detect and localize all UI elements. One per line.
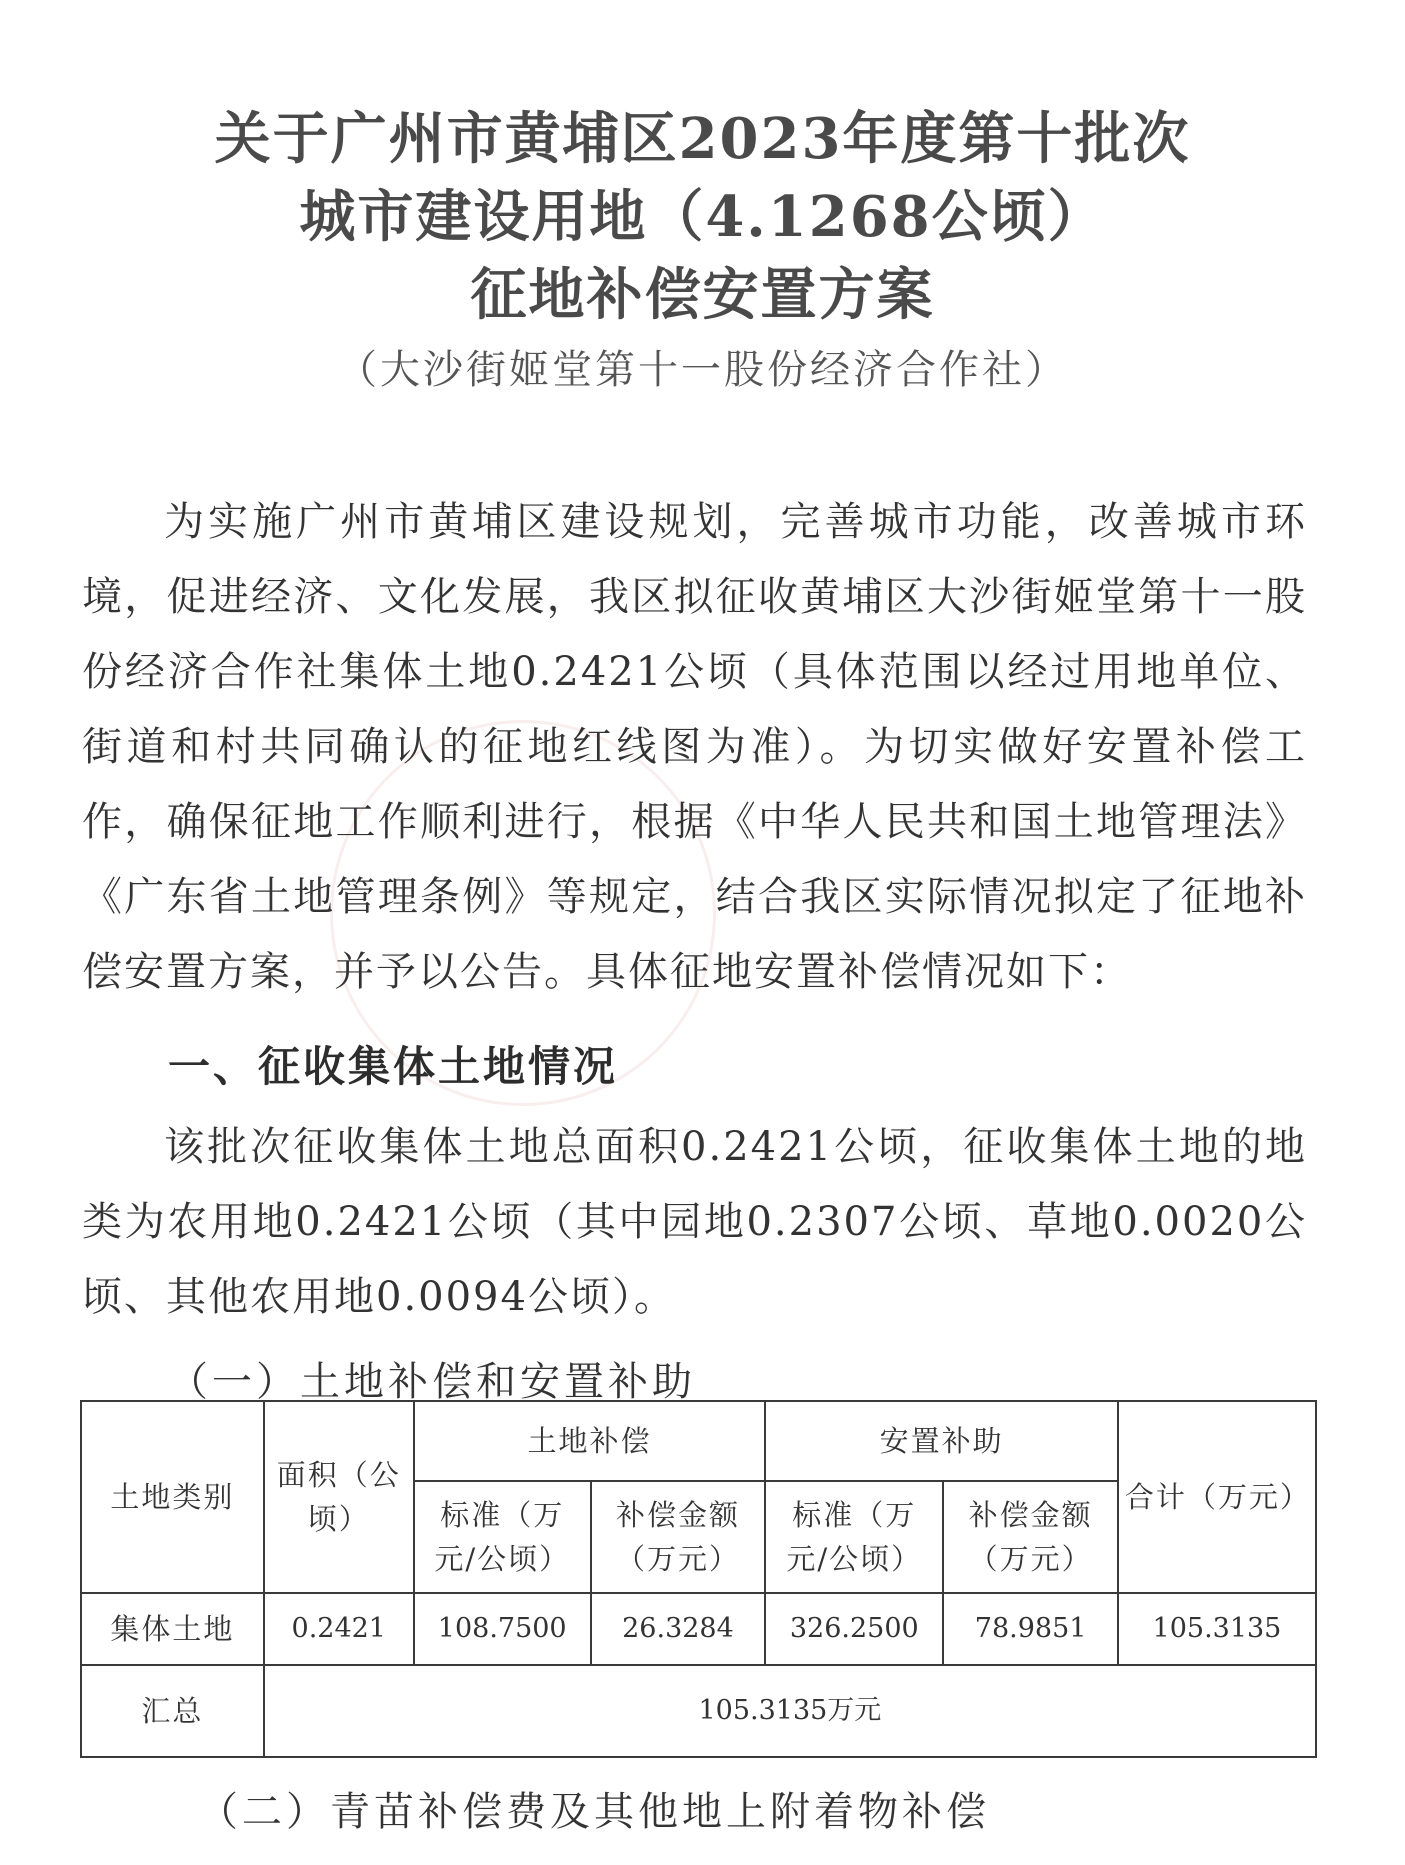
cell-resettle-standard: 326.2500: [765, 1593, 943, 1665]
cell-area: 0.2421: [264, 1593, 414, 1665]
table-row: [81, 1593, 1316, 1665]
subsection-1-heading: （一）土地补偿和安置补助: [168, 1359, 696, 1405]
cell-total: 105.3135: [1118, 1593, 1316, 1665]
title-line-3: 征地补偿安置方案: [470, 262, 935, 328]
header-total: 合计（万元）: [1118, 1401, 1316, 1593]
header-area: 面积（公顷）: [264, 1401, 414, 1593]
section-1-heading: 一、征收集体土地情况: [168, 1042, 619, 1091]
header-category: 土地类别: [81, 1401, 264, 1593]
header-resettle-amount: 补偿金额（万元）: [943, 1481, 1118, 1593]
header-land-standard: 标准（万元/公顷）: [414, 1481, 591, 1593]
title-line-1: 关于广州市黄埔区2023年度第十批次: [214, 106, 1191, 172]
title-line-2: 城市建设用地（4.1268公顷）: [299, 184, 1106, 250]
cell-land-standard: 108.7500: [414, 1593, 591, 1665]
cell-resettle-amount: 78.9851: [943, 1593, 1118, 1665]
document-subtitle: （大沙街姬堂第十一股份经济合作社）: [337, 347, 1068, 393]
subsection-2-heading: （二）青苗补偿费及其他地上附着物补偿: [198, 1789, 990, 1835]
cell-category: 集体土地: [81, 1593, 264, 1665]
compensation-table: [80, 1400, 1317, 1758]
header-land-amount: 补偿金额（万元）: [591, 1481, 766, 1593]
table-summary-row: [81, 1665, 1316, 1757]
summary-label: 汇总: [81, 1665, 264, 1757]
cell-land-amount: 26.3284: [591, 1593, 766, 1665]
header-resettlement-subsidy: 安置补助: [765, 1401, 1118, 1481]
header-resettle-standard: 标准（万元/公顷）: [765, 1481, 943, 1593]
intro-paragraph: 为实施广州市黄埔区建设规划，完善城市功能，改善城市环境，促进经济、文化发展，我区拟征收黄埔区大沙街姬堂第十一股份经济合作社集体土地0.2421公顷（具体范围以经过用地单位、街道和村共同确认的征地红线图为准）。为切实做好安置补偿工作，确保征地工作顺利进行，根据《中华人民共和国土地管理法》《广东省土地管理条例》等规定，结合我区实际情况拟定了征地补偿安置方案，并予以公告。具体征地安置补偿情况如下：: [82, 499, 1307, 995]
section-1-body: 该批次征收集体土地总面积0.2421公顷，征收集体土地的地类为农用地0.2421公顷（其中园地0.2307公顷、草地0.0020公顷、其他农用地0.0094公顷）。: [82, 1124, 1307, 1320]
summary-value: 105.3135万元: [264, 1665, 1316, 1757]
table-header-row: [81, 1401, 1316, 1481]
header-land-compensation: 土地补偿: [414, 1401, 766, 1481]
